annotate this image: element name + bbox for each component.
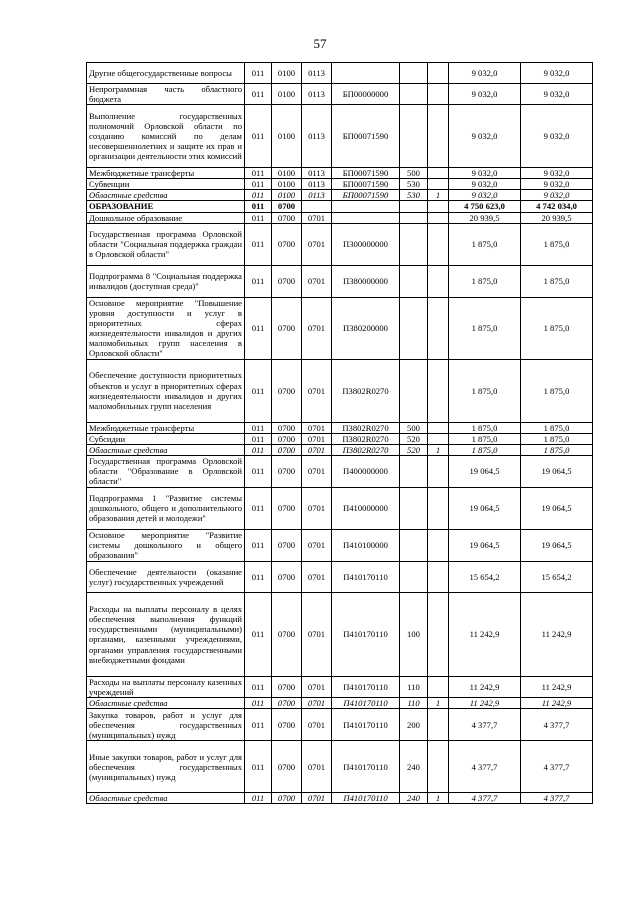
row-code-source — [428, 422, 449, 433]
row-code-source — [428, 212, 449, 223]
row-name: Областные средства — [87, 793, 245, 804]
row-sum-year1: 4 377,7 — [449, 793, 521, 804]
row-code-subsection: 0701 — [302, 529, 332, 561]
row-code-source — [428, 297, 449, 359]
budget-table — [86, 62, 593, 804]
row-code-expense-type: 240 — [400, 793, 428, 804]
row-sum-year2: 11 242,9 — [521, 698, 593, 709]
row-code-source — [428, 223, 449, 265]
row-code-subsection: 0701 — [302, 741, 332, 793]
row-code-source — [428, 168, 449, 179]
row-name: Обеспечение доступности приоритетных объектов и услуг в приоритетных сферах жизнедеятельности инвалидов и других маломобильных групп населения — [87, 359, 245, 422]
row-code-expense-type: 500 — [400, 168, 428, 179]
row-code-target: П410170110 — [332, 793, 400, 804]
row-code-section: 0700 — [272, 741, 302, 793]
row-name: Основное мероприятие "Повышение уровня доступности и услуг в приоритетных сферах жизнедеятельности инвалидов и других маломобильных групп населения в Орловской области" — [87, 297, 245, 359]
row-code-section: 0700 — [272, 529, 302, 561]
row-code-source: 1 — [428, 698, 449, 709]
table-row — [87, 105, 593, 168]
row-code-target: П410170110 — [332, 592, 400, 676]
row-name: Иные закупки товаров, работ и услуг для обеспечения государственных (муниципальных) нужд — [87, 741, 245, 793]
row-sum-year2: 1 875,0 — [521, 422, 593, 433]
row-name: Другие общегосударственные вопросы — [87, 63, 245, 84]
row-sum-year2: 4 377,7 — [521, 709, 593, 741]
row-code-target: БП00071590 — [332, 179, 400, 190]
row-code-expense-type — [400, 359, 428, 422]
row-code-subsection: 0701 — [302, 455, 332, 487]
row-code-subsection: 0701 — [302, 698, 332, 709]
row-code-subsection: 0701 — [302, 592, 332, 676]
row-sum-year1: 19 064,5 — [449, 487, 521, 529]
row-code-source — [428, 105, 449, 168]
row-code-section: 0700 — [272, 676, 302, 697]
row-code-section: 0100 — [272, 168, 302, 179]
table-row — [87, 444, 593, 455]
row-code-ministry: 011 — [245, 105, 272, 168]
row-sum-year2: 1 875,0 — [521, 444, 593, 455]
row-sum-year2: 4 377,7 — [521, 741, 593, 793]
row-code-section: 0100 — [272, 190, 302, 201]
row-name: Закупка товаров, работ и услуг для обеспечения государственных (муниципальных) нужд — [87, 709, 245, 741]
row-code-subsection: 0701 — [302, 709, 332, 741]
row-code-expense-type: 530 — [400, 179, 428, 190]
row-sum-year1: 1 875,0 — [449, 297, 521, 359]
row-code-expense-type: 240 — [400, 741, 428, 793]
row-code-section: 0700 — [272, 359, 302, 422]
row-code-section: 0700 — [272, 561, 302, 592]
row-sum-year2: 9 032,0 — [521, 105, 593, 168]
row-code-expense-type — [400, 201, 428, 212]
row-code-subsection: 0113 — [302, 105, 332, 168]
row-code-ministry: 011 — [245, 709, 272, 741]
row-code-expense-type: 530 — [400, 190, 428, 201]
row-sum-year1: 11 242,9 — [449, 592, 521, 676]
row-sum-year2: 1 875,0 — [521, 223, 593, 265]
table-row — [87, 179, 593, 190]
row-code-subsection: 0701 — [302, 444, 332, 455]
row-name: Выполнение государственных полномочий Орловской области по созданию комиссий по делам несовершеннолетних и защите их прав и организации деятельности этих комиссий — [87, 105, 245, 168]
row-sum-year1: 4 750 623,0 — [449, 201, 521, 212]
row-code-expense-type: 110 — [400, 698, 428, 709]
row-code-target: П400000000 — [332, 455, 400, 487]
row-code-target: БП00071590 — [332, 168, 400, 179]
row-name: Подпрограмма 1 "Развитие системы дошкольного, общего и дополнительного образования детей и молодежи" — [87, 487, 245, 529]
row-code-expense-type — [400, 455, 428, 487]
row-name: Дошкольное образование — [87, 212, 245, 223]
row-code-source: 1 — [428, 793, 449, 804]
row-code-subsection: 0113 — [302, 63, 332, 84]
row-code-ministry: 011 — [245, 179, 272, 190]
row-code-ministry: 011 — [245, 190, 272, 201]
row-code-target: П300000000 — [332, 223, 400, 265]
row-code-ministry: 011 — [245, 201, 272, 212]
row-code-expense-type: 110 — [400, 676, 428, 697]
row-sum-year2: 9 032,0 — [521, 63, 593, 84]
row-sum-year2: 9 032,0 — [521, 190, 593, 201]
row-code-ministry: 011 — [245, 84, 272, 105]
row-code-expense-type: 200 — [400, 709, 428, 741]
row-code-subsection: 0701 — [302, 433, 332, 444]
row-code-source — [428, 741, 449, 793]
row-code-section: 0700 — [272, 698, 302, 709]
row-sum-year2: 19 064,5 — [521, 455, 593, 487]
table-row — [87, 63, 593, 84]
row-code-ministry: 011 — [245, 297, 272, 359]
row-sum-year1: 9 032,0 — [449, 84, 521, 105]
row-name: Основное мероприятие "Развитие системы дошкольного и общего образования" — [87, 529, 245, 561]
row-code-ministry: 011 — [245, 741, 272, 793]
row-code-source — [428, 455, 449, 487]
row-code-subsection: 0701 — [302, 487, 332, 529]
row-name: Расходы на выплаты персоналу казенных учреждений — [87, 676, 245, 697]
row-sum-year1: 9 032,0 — [449, 168, 521, 179]
row-code-subsection: 0701 — [302, 359, 332, 422]
row-code-section: 0700 — [272, 455, 302, 487]
row-code-target — [332, 201, 400, 212]
row-sum-year1: 20 939,5 — [449, 212, 521, 223]
row-code-ministry: 011 — [245, 433, 272, 444]
table-row — [87, 212, 593, 223]
row-code-subsection: 0113 — [302, 190, 332, 201]
row-code-section: 0700 — [272, 793, 302, 804]
row-code-section: 0700 — [272, 433, 302, 444]
row-code-section: 0100 — [272, 179, 302, 190]
row-code-expense-type — [400, 561, 428, 592]
row-code-expense-type — [400, 487, 428, 529]
row-code-source — [428, 709, 449, 741]
row-code-subsection: 0113 — [302, 84, 332, 105]
row-code-source — [428, 487, 449, 529]
row-sum-year2: 15 654,2 — [521, 561, 593, 592]
row-sum-year2: 4 377,7 — [521, 793, 593, 804]
row-name: Межбюджетные трансферты — [87, 168, 245, 179]
row-code-expense-type — [400, 84, 428, 105]
row-sum-year1: 9 032,0 — [449, 63, 521, 84]
row-name: ОБРАЗОВАНИЕ — [87, 201, 245, 212]
row-sum-year2: 9 032,0 — [521, 84, 593, 105]
row-code-expense-type: 520 — [400, 444, 428, 455]
row-code-expense-type: 520 — [400, 433, 428, 444]
row-code-expense-type — [400, 63, 428, 84]
row-code-ministry: 011 — [245, 223, 272, 265]
row-name: Обеспечение деятельности (оказание услуг) государственных учреждений — [87, 561, 245, 592]
row-sum-year1: 1 875,0 — [449, 433, 521, 444]
row-code-target: П3802R0270 — [332, 359, 400, 422]
row-sum-year1: 11 242,9 — [449, 676, 521, 697]
row-name: Областные средства — [87, 444, 245, 455]
table-row — [87, 422, 593, 433]
row-sum-year1: 19 064,5 — [449, 529, 521, 561]
row-code-section: 0700 — [272, 487, 302, 529]
row-code-target: БП00000000 — [332, 84, 400, 105]
table-row — [87, 433, 593, 444]
row-code-source — [428, 179, 449, 190]
row-sum-year1: 9 032,0 — [449, 190, 521, 201]
row-code-ministry: 011 — [245, 455, 272, 487]
row-sum-year2: 9 032,0 — [521, 179, 593, 190]
row-sum-year1: 1 875,0 — [449, 359, 521, 422]
row-code-source — [428, 265, 449, 297]
row-sum-year1: 1 875,0 — [449, 444, 521, 455]
table-row — [87, 676, 593, 697]
row-name: Расходы на выплаты персоналу в целях обеспечения выполнения функций государственными (муниципальными) органами, казенными учреждениями, органами управления государственными внебюджетными фондами — [87, 592, 245, 676]
row-code-target: П3802R0270 — [332, 444, 400, 455]
row-code-section: 0700 — [272, 212, 302, 223]
table-row — [87, 793, 593, 804]
row-code-subsection: 0701 — [302, 223, 332, 265]
row-sum-year2: 1 875,0 — [521, 265, 593, 297]
table-row — [87, 168, 593, 179]
table-row — [87, 223, 593, 265]
row-sum-year2: 20 939,5 — [521, 212, 593, 223]
row-sum-year2: 1 875,0 — [521, 359, 593, 422]
table-row — [87, 487, 593, 529]
row-code-source: 1 — [428, 444, 449, 455]
row-code-target: БП00071590 — [332, 105, 400, 168]
row-code-section: 0100 — [272, 105, 302, 168]
row-code-source — [428, 433, 449, 444]
row-code-target: П410170110 — [332, 561, 400, 592]
row-code-ministry: 011 — [245, 444, 272, 455]
row-sum-year2: 19 064,5 — [521, 487, 593, 529]
row-sum-year1: 1 875,0 — [449, 422, 521, 433]
table-row — [87, 709, 593, 741]
table-row — [87, 265, 593, 297]
row-name: Непрограммная часть областного бюджета — [87, 84, 245, 105]
row-code-ministry: 011 — [245, 422, 272, 433]
row-code-ministry: 011 — [245, 698, 272, 709]
table-row — [87, 698, 593, 709]
row-name: Субвенции — [87, 179, 245, 190]
table-row — [87, 529, 593, 561]
row-code-source — [428, 359, 449, 422]
row-sum-year2: 11 242,9 — [521, 592, 593, 676]
row-sum-year1: 1 875,0 — [449, 265, 521, 297]
row-code-expense-type: 100 — [400, 592, 428, 676]
row-sum-year1: 11 242,9 — [449, 698, 521, 709]
row-sum-year2: 1 875,0 — [521, 297, 593, 359]
row-code-subsection — [302, 201, 332, 212]
row-code-section: 0700 — [272, 297, 302, 359]
row-sum-year1: 4 377,7 — [449, 741, 521, 793]
row-sum-year1: 9 032,0 — [449, 179, 521, 190]
table-row — [87, 561, 593, 592]
row-code-ministry: 011 — [245, 265, 272, 297]
row-name: Межбюджетные трансферты — [87, 422, 245, 433]
row-name: Областные средства — [87, 698, 245, 709]
row-sum-year1: 1 875,0 — [449, 223, 521, 265]
table-row — [87, 297, 593, 359]
row-sum-year2: 11 242,9 — [521, 676, 593, 697]
row-code-ministry: 011 — [245, 793, 272, 804]
row-name: Субсидии — [87, 433, 245, 444]
row-code-ministry: 011 — [245, 168, 272, 179]
row-code-target — [332, 63, 400, 84]
row-code-subsection: 0701 — [302, 676, 332, 697]
row-sum-year2: 4 742 034,0 — [521, 201, 593, 212]
row-code-ministry: 011 — [245, 676, 272, 697]
row-code-subsection: 0701 — [302, 297, 332, 359]
row-code-ministry: 011 — [245, 592, 272, 676]
row-name: Государственная программа Орловской области "Образование в Орловской области" — [87, 455, 245, 487]
row-code-source — [428, 201, 449, 212]
row-code-target — [332, 212, 400, 223]
row-code-section: 0700 — [272, 223, 302, 265]
row-code-subsection: 0701 — [302, 793, 332, 804]
row-code-subsection: 0113 — [302, 168, 332, 179]
table-row — [87, 741, 593, 793]
row-code-source — [428, 529, 449, 561]
row-code-section: 0700 — [272, 592, 302, 676]
row-code-section: 0100 — [272, 63, 302, 84]
row-name: Подпрограмма 8 "Социальная поддержка инвалидов (доступная среда)" — [87, 265, 245, 297]
row-code-target: П410170110 — [332, 709, 400, 741]
row-code-section: 0700 — [272, 201, 302, 212]
row-code-source — [428, 84, 449, 105]
table-row — [87, 592, 593, 676]
row-code-subsection: 0701 — [302, 422, 332, 433]
row-code-section: 0700 — [272, 422, 302, 433]
row-code-ministry: 011 — [245, 212, 272, 223]
row-code-subsection: 0701 — [302, 212, 332, 223]
row-code-subsection: 0113 — [302, 179, 332, 190]
row-code-expense-type — [400, 297, 428, 359]
table-row — [87, 455, 593, 487]
row-code-target: П410000000 — [332, 487, 400, 529]
row-code-source — [428, 63, 449, 84]
row-code-subsection: 0701 — [302, 265, 332, 297]
row-code-expense-type — [400, 223, 428, 265]
row-sum-year1: 9 032,0 — [449, 105, 521, 168]
row-code-target: П410170110 — [332, 741, 400, 793]
table-row — [87, 201, 593, 212]
row-code-section: 0700 — [272, 265, 302, 297]
row-code-source — [428, 676, 449, 697]
row-code-target: П410170110 — [332, 676, 400, 697]
row-sum-year2: 19 064,5 — [521, 529, 593, 561]
row-code-section: 0700 — [272, 709, 302, 741]
row-sum-year2: 1 875,0 — [521, 433, 593, 444]
table-row — [87, 190, 593, 201]
row-code-target: БП00071590 — [332, 190, 400, 201]
row-code-ministry: 011 — [245, 359, 272, 422]
row-code-expense-type — [400, 265, 428, 297]
row-code-source: 1 — [428, 190, 449, 201]
row-code-target: П3802R0270 — [332, 433, 400, 444]
row-code-ministry: 011 — [245, 63, 272, 84]
row-code-expense-type — [400, 212, 428, 223]
row-code-expense-type — [400, 105, 428, 168]
row-code-source — [428, 561, 449, 592]
row-code-source — [428, 592, 449, 676]
page-number: 57 — [313, 36, 327, 51]
row-name: Государственная программа Орловской области "Социальная поддержка граждан в Орловской области" — [87, 223, 245, 265]
row-code-ministry: 011 — [245, 561, 272, 592]
row-sum-year1: 4 377,7 — [449, 709, 521, 741]
row-code-section: 0700 — [272, 444, 302, 455]
table-row — [87, 359, 593, 422]
row-code-target: П3802R0270 — [332, 422, 400, 433]
row-code-expense-type: 500 — [400, 422, 428, 433]
row-code-target: П410100000 — [332, 529, 400, 561]
row-sum-year1: 15 654,2 — [449, 561, 521, 592]
row-code-target: П410170110 — [332, 698, 400, 709]
row-code-target: П380000000 — [332, 265, 400, 297]
row-sum-year1: 19 064,5 — [449, 455, 521, 487]
row-code-target: П380200000 — [332, 297, 400, 359]
row-code-ministry: 011 — [245, 529, 272, 561]
row-name: Областные средства — [87, 190, 245, 201]
row-code-expense-type — [400, 529, 428, 561]
row-code-subsection: 0701 — [302, 561, 332, 592]
row-sum-year2: 9 032,0 — [521, 168, 593, 179]
row-code-section: 0100 — [272, 84, 302, 105]
row-code-ministry: 011 — [245, 487, 272, 529]
table-row — [87, 84, 593, 105]
